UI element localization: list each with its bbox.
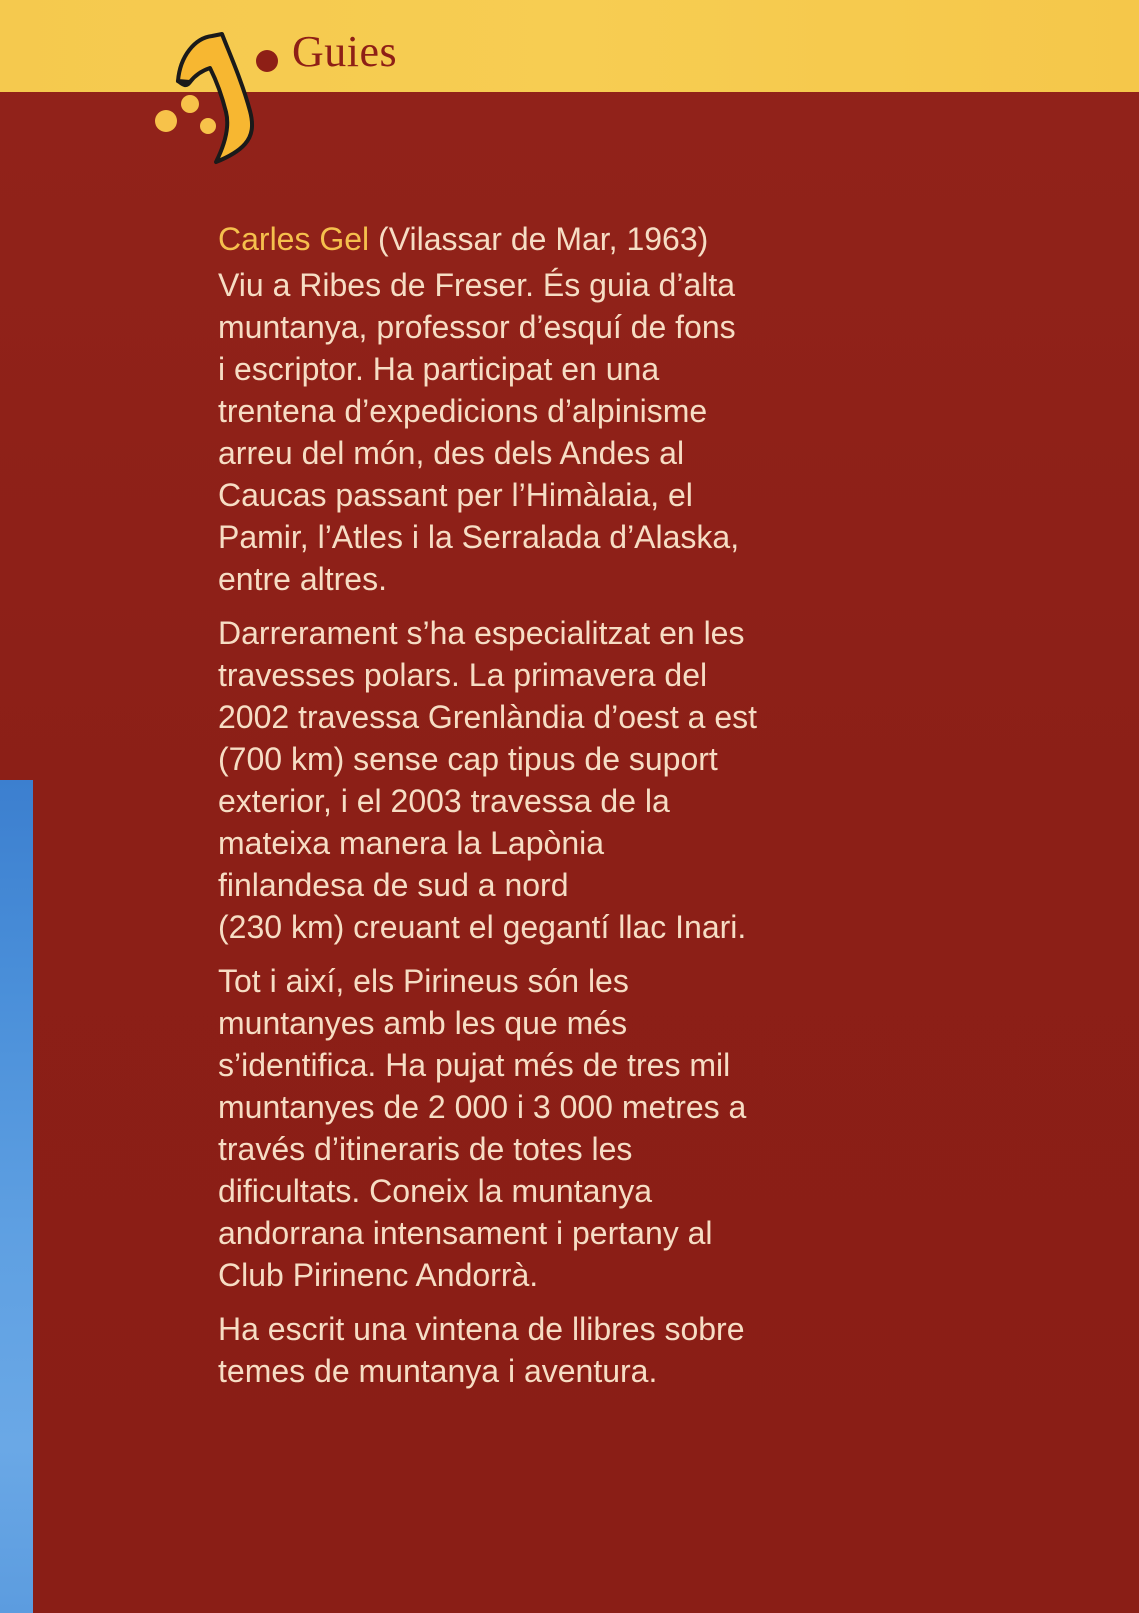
bio-line: s’identifica. Ha pujat més de tres mil [218, 1047, 731, 1083]
bio-line: mateixa manera la Lapònia [218, 825, 605, 861]
bio-line: 2002 travessa Grenlàndia d’oest a est [218, 699, 757, 735]
logo-dot-large [155, 110, 177, 132]
logo-dot-medium [181, 95, 199, 113]
bio-line: muntanyes amb les que més [218, 1005, 628, 1041]
bio-line: Caucas passant per l’Himàlaia, el [218, 477, 693, 513]
bio-line: entre altres. [218, 561, 387, 597]
bio-line: muntanyes de 2 000 i 3 000 metres a [218, 1089, 747, 1125]
bio-paragraph-4 [218, 1308, 878, 1392]
collection-label: Guies [292, 27, 398, 76]
bio-line: temes de muntanya i aventura. [218, 1353, 658, 1389]
bio-line: dificultats. Coneix la muntanya [218, 1173, 652, 1209]
bio-line: muntanya, professor d’esquí de fons [218, 309, 736, 345]
author-bio [218, 218, 878, 1404]
author-name: Carles Gel [218, 221, 370, 257]
bio-line: travesses polars. La primavera del [218, 657, 708, 693]
bio-line: arreu del món, des dels Andes al [218, 435, 685, 471]
bullet-dot-icon [256, 50, 278, 72]
logo-dot-small [200, 118, 216, 134]
bio-line: Tot i així, els Pirineus són les [218, 963, 629, 999]
collection-logo-icon [150, 26, 270, 176]
bio-line: (230 km) creuant el gegantí llac Inari. [218, 909, 747, 945]
bio-line: través d’itineraris de totes les [218, 1131, 633, 1167]
author-heading [218, 218, 878, 260]
author-origin: (Vilassar de Mar, 1963) [378, 221, 709, 257]
bio-line: (700 km) sense cap tipus de suport [218, 741, 718, 777]
bio-paragraph-1 [218, 264, 878, 600]
side-photo-strip [0, 780, 33, 1613]
bio-line: trentena d’expedicions d’alpinisme [218, 393, 708, 429]
bio-line: andorrana intensament i pertany al [218, 1215, 713, 1251]
bio-line: exterior, i el 2003 travessa de la [218, 783, 670, 819]
bio-line: i escriptor. Ha participat en una [218, 351, 660, 387]
bio-line: finlandesa de sud a nord [218, 867, 569, 903]
bio-line: Ha escrit una vintena de llibres sobre [218, 1311, 745, 1347]
bio-line: Pamir, l’Atles i la Serralada d’Alaska, [218, 519, 740, 555]
bio-line: Viu a Ribes de Freser. És guia d’alta [218, 267, 736, 303]
bio-paragraph-2 [218, 612, 878, 948]
bio-line: Club Pirinenc Andorrà. [218, 1257, 539, 1293]
bio-paragraph-3 [218, 960, 878, 1296]
bio-line: Darrerament s’ha especialitzat en les [218, 615, 745, 651]
